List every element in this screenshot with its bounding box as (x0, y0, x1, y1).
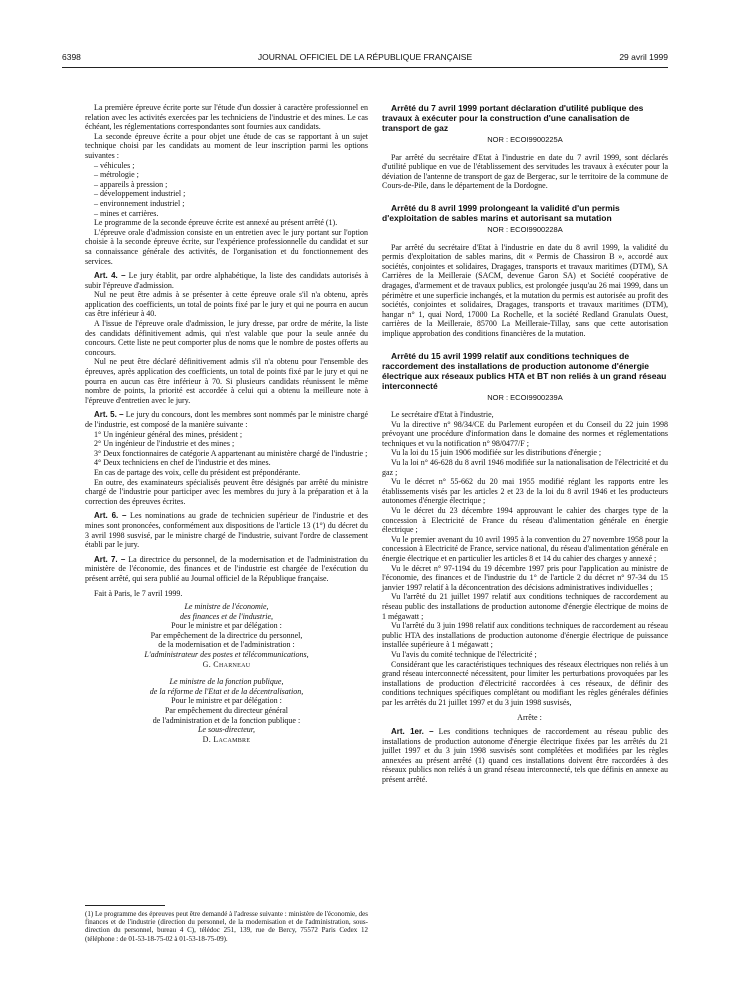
list-item: – mines et carrières. (94, 208, 159, 218)
decree-title: Arrêté du 8 avril 1999 prolongeant la validité d'un permis d'exploitation de sables marins et autorisant sa mutation (382, 202, 620, 223)
paragraph: Nul ne peut être admis à se présenter à cette épreuve orale s'il n'a obtenu, après application des coefficients, un total de points fixé par le jury et qui ne pourra en aucun cas être inférieur à 40. (85, 290, 368, 319)
options-list (85, 161, 368, 219)
paragraph: Le programme de la seconde épreuve écrite est annexé au présent arrêté (1). (94, 218, 338, 228)
article-label: Art. 4. – (94, 271, 126, 281)
signatory-name: D. Lacambre (202, 734, 251, 744)
issue-date: 29 avril 1999 (619, 52, 668, 62)
article-label: Art. 5. – (94, 410, 124, 420)
nor-reference: NOR : ECOI9900239A (487, 392, 563, 402)
paragraph: L'épreuve orale d'admission consiste en un entretien avec le jury portant sur l'option choisie à la seconde épreuve écrite, sur l'expérience professionnelle du candidat et sur sa connaissance générale des activités, de l'organisation et du fonctionnement des services. (85, 227, 368, 266)
nor-reference: NOR : ECOI9900225A (487, 135, 563, 144)
page-header (62, 52, 668, 66)
article-label: Art. 6. – (94, 511, 127, 521)
list-item: – développement industriel ; (94, 189, 186, 199)
list-item: 3° Deux fonctionnaires de catégorie A appartenant au ministère chargé de l'industrie ; (94, 448, 368, 458)
paragraph: Vu l'avis du comité technique de l'électricité ; (391, 649, 537, 659)
paragraph: La seconde épreuve écrite a pour objet une étude de cas se rapportant à un sujet technique choisi par les candidats au moment de leur inscription parmi les options suivantes : (85, 131, 368, 160)
decree-title: Arrêté du 15 avril 1999 relatif aux conditions techniques de raccordement des installations de production autonome d'énergie électrique aux réseaux publics HTA et BT non reliés à un grand réseau interconnecté (382, 350, 667, 391)
paragraph: La première épreuve écrite porte sur l'étude d'un dossier à caractère professionnel en relation avec les activités exercées par les techniciens de l'industrie et des mines. Le cas échéant, les réglementations correspondantes sont fournies aux candidats. (85, 103, 368, 132)
paragraph: Vu le décret n° 55-662 du 20 mai 1955 modifié réglant les rapports entre les établissements visés par les articles 2 et 23 de la loi du 8 avril 1946 et les producteurs autonomes d'énergie électrique ; (382, 477, 668, 506)
paragraph: Vu la loi n° 46-628 du 8 avril 1946 modifiée sur la nationalisation de l'électricité et du gaz ; (382, 458, 668, 477)
footnote: (1) Le programme des épreuves peut être demandé à l'adresse suivante : ministère de l'économie, des finances et de l'industrie (direction du personnel, de la modernisation et de l'administration, sous-direction du personnel, bureau 4 C), télédoc 251, 139, rue de Bercy, 75572 Paris Cedex 12 (téléphone : de 01-53-18-75-02 à 01-53-18-75-09). (85, 910, 368, 943)
list-item: – métrologie ; (94, 170, 139, 180)
paragraph: Vu le premier avenant du 10 avril 1995 à la convention du 27 novembre 1958 pour la concession à Electricité de France, service national, du réseau d'alimentation générale en énergie électrique et en particulier les articles 8 et 14 du cahier des charges y annexé ; (382, 534, 668, 563)
list-item: 2° Un ingénieur de l'industrie et des mines ; (94, 439, 235, 449)
article-label: Art. 7. – (94, 554, 126, 564)
article-1: Art. 1er. – Les conditions techniques de raccordement au réseau public des installations de production autonome d'énergie électrique fixées par les arrêtés du 21 juillet 1997 et du 3 juin 1998 susvisés sont complétées et modifiées par les règles annexées au présent arrêté (1) quand ces installations doivent être raccordées à des réseaux publics non reliés à un grand réseau interconnecté, tels que définis en annexe au présent arrêté. (382, 727, 669, 785)
list-item: – appareils à pression ; (94, 179, 168, 189)
article-4: Art. 4. – Le jury établit, par ordre alphabétique, la liste des candidats autorisés à subir l'épreuve d'admission. (85, 271, 369, 290)
paragraph: Nul ne peut être déclaré définitivement admis s'il n'a obtenu pour l'ensemble des épreuves, après application des coefficients, un total de points fixé par le jury et qui ne pourra en aucun cas être inférieur à 70. Si plusieurs candidats réunissent le même nombre de points, la priorité est accordée à celui qui a obtenu la meilleure note à l'épreuve d'entretien avec le jury. (85, 357, 368, 405)
article-5: Art. 5. – Le jury du concours, dont les membres sont nommés par le ministre chargé de l'industrie, est composé de la manière suivante : (85, 410, 368, 429)
page-number: 6398 (62, 52, 81, 62)
paragraph: Considérant que les caractéristiques techniques des réseaux électriques non reliés à un grand réseau interconnecté nécessitent, pour limiter les perturbations provoquées par les installations de production d'électricité raccordées à ces réseaux, de définir des conditions techniques spécifiques complétant ou modifiant les règles générales définies par les arrêtés du 21 juillet 1997 et du 3 juin 1998 susvisés, (382, 659, 668, 707)
paragraph: En outre, des examinateurs spécialisés peuvent être désignés par arrêté du ministre chargé de l'industrie pour participer avec les membres du jury à la préparation et à la correction des épreuves écrites. (85, 477, 368, 506)
left-column (85, 103, 368, 744)
list-item: 4° Deux techniciens en chef de l'industrie et des mines. (94, 458, 271, 468)
signatory-name: G. Charneau (202, 659, 251, 669)
right-column (382, 103, 668, 785)
paragraph: A l'issue de l'épreuve orale d'admission, le jury dresse, par ordre de mérite, la liste des candidats définitivement admis, qui n'est valable que pour la seule année du concours. Cette liste ne peut comporter plus de noms que le nombre de postes offerts au concours. (85, 319, 368, 357)
header-rule (62, 67, 668, 68)
list-item: 1° Un ingénieur général des mines, président ; (94, 429, 243, 439)
paragraph: Vu la directive n° 98/34/CE du Parlement européen et du Conseil du 22 juin 1998 prévoyant une procédure d'information dans le domaine des normes et réglementations techniques et vu la notification n° 98/0477/F ; (382, 419, 668, 448)
paragraph: Vu la loi du 15 juin 1906 modifiée sur les distributions d'énergie ; (391, 448, 602, 458)
signature-block-1: Le ministre de l'économie, des finances et de l'industrie, Pour le ministre et par délégation : Par empêchement de la directrice du personnel, de la modernisation et de l'administration : L'administrateur des postes et télécommunications, G. Charneau (85, 602, 368, 669)
paragraph: Vu le décret du 23 décembre 1994 approuvant le cahier des charges type de la concession à Electricité de France du réseau d'alimentation générale en énergie électrique ; (382, 506, 668, 535)
nor-reference: NOR : ECOI9900228A (487, 224, 563, 234)
article-label: Art. 1er. – (391, 727, 434, 737)
decree-title: Arrêté du 7 avril 1999 portant déclaration d'utilité publique des travaux à exécuter pour la construction d'une canalisation de transport de gaz (382, 103, 644, 133)
arrete-heading: Arrête : (517, 712, 542, 722)
paragraph: Par arrêté du secrétaire d'Etat à l'industrie en date du 7 avril 1999, sont déclarés d'utilité publique en vue de l'établissement des servitudes les travaux à exécuter pour la déviation de l'antenne de transport de gaz de Bergerac, sur le territoire de la commune de Cours-de-Pile, dans le département de la Dordogne. (382, 152, 668, 191)
journal-title: JOURNAL OFFICIEL DE LA RÉPUBLIQUE FRANÇAISE (257, 52, 473, 62)
article-6: Art. 6. – Les nominations au grade de technicien supérieur de l'industrie et des mines sont prononcées, conformément aux dispositions de l'article 13 (1°) du décret du 3 avril 1998 susvisé, par le ministre chargé de l'industrie, suivant l'ordre de classement établi par le jury. (85, 511, 368, 550)
article-7: Art. 7. – La directrice du personnel, de la modernisation et de l'administration du ministère de l'économie, des finances et de l'industrie est chargée de l'exécution du présent arrêté, qui sera publié au Journal officiel de la République française. (85, 554, 369, 583)
list-item: – véhicules ; (94, 160, 135, 170)
signature-block-2: Le ministre de la fonction publique, de la réforme de l'Etat et de la décentralisation, Pour le ministre et par délégation : Par empêchement du directeur général de l'administration et de la fonction publique : Le sous-directeur, D. Lacambre (85, 677, 368, 744)
list-item: – environnement industriel ; (94, 198, 185, 208)
jury-members-list (85, 430, 368, 468)
footnote-rule (85, 905, 165, 906)
paragraph: Vu le décret n° 97-1194 du 19 décembre 1997 pris pour l'application au ministre de l'économie, des finances et de l'industrie du 1° de l'article 2 du décret n° 97-34 du 15 janvier 1997 relatif à la déconcentration des décisions administratives individuelles ; (382, 563, 668, 592)
paragraph: Vu l'arrêté du 21 juillet 1997 relatif aux conditions techniques de raccordement au réseau public des installations de production autonome d'énergie électrique de moins de 1 mégawatt ; (382, 592, 668, 621)
paragraph: Par arrêté du secrétaire d'Etat à l'industrie en date du 8 avril 1999, la validité du permis d'exploitation de sables marins, dit « Permis de Chassiron B », accordé aux sociétés, conjointes et solidaires, Dragages, transports et travaux maritimes (DTM), SA Carrières de la Meilleraie (SACM, devenue Garon SA) et Société coopérative de dragages, d'armement et de travaux publics, est prolongée jusqu'au 26 mai 1999, dans un périmètre et une superficie inchangés, et la mutation du permis est autorisée au profit des sociétés, conjointes et solidaires, Dragages, transports et travaux maritimes (DTM), hangar n° 1, quai Nord, 17000 La Rochelle, et la société Redland Granulats Ouest, carrières de la Meilleraie, 85700 La Meilleraie-Tillay, sans que cette autorisation implique approbation des conditions financières de la mutation. (382, 242, 668, 338)
paragraph: Le secrétaire d'Etat à l'industrie, (391, 410, 494, 420)
paragraph: Vu l'arrêté du 3 juin 1998 relatif aux conditions techniques de raccordement au réseau public HTA des installations de production autonome d'énergie électrique de puissance installée supérieure à 1 mégawatt ; (382, 621, 668, 650)
signature-date: Fait à Paris, le 7 avril 1999. (94, 588, 183, 598)
paragraph: En cas de partage des voix, celle du président est prépondérante. (94, 467, 301, 477)
